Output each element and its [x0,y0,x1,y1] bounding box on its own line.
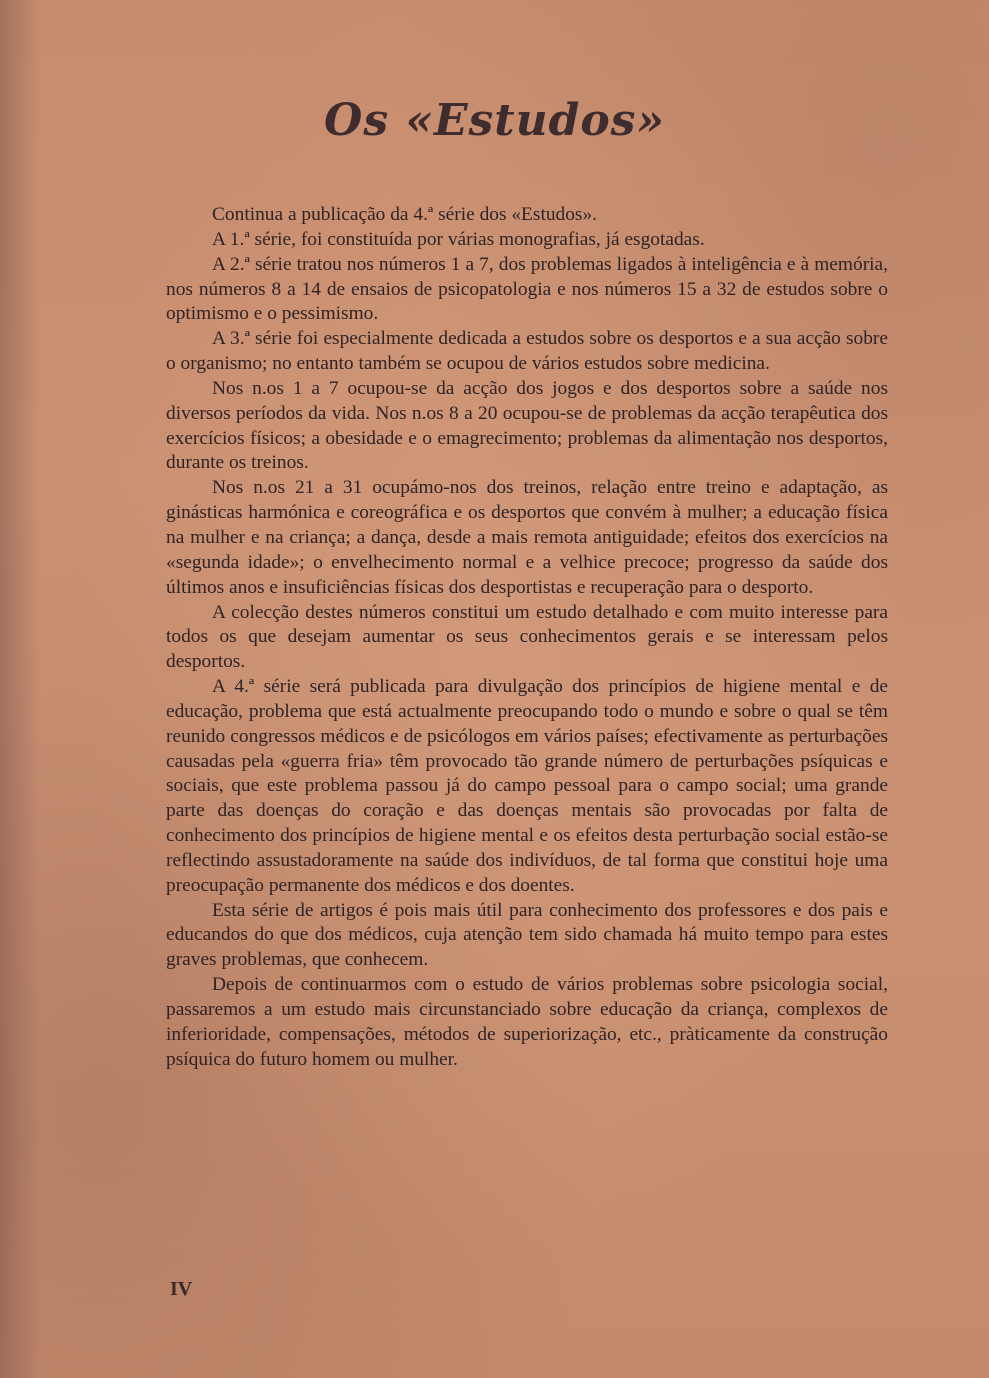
paragraph-4: A 3.ª série foi especialmente dedicada a estudos sobre os desportos e a sua acção sobre o organismo; no entanto também se ocupou de vários estudos sobre medicina. [166,328,888,375]
paragraph-6: Nos n.os 21 a 31 ocupámo-nos dos treinos, relação entre treino e adaptação, as ginásticas harmónica e coreográfica e os desportos que convém à mulher; a educação física na mulher e na criança; a dança, desde a mais remota antiguidade; efeitos dos exercícios na «segunda idade»; o envelhecimento normal e a velhice precoce; progresso da saúde dos últimos anos e insuficiências físicas dos desportistas e recuperação para o desporto. [166,477,888,598]
page-number: IV [170,1278,193,1300]
paragraph-8: A 4.ª série será publicada para divulgação dos princípios de higiene mental e de educação, problema que está actualmente preocupando todo o mundo e sobre o qual se têm reunido congressos médicos e de psicólogos em vários países; efectivamente as perturbações causadas pela «guerra fria» têm provocado tão grande número de perturbações psíquicas e sociais, que este problema passou já do campo pessoal para o campo social; uma grande parte das doenças do coração e das doenças mentais são provocadas por falta de conhecimento dos princípios de higiene mental e os efeitos desta perturbação social estão-se reflectindo assustadoramente na saúde dos indivíduos, de tal forma que constitui hoje uma preocupação permanente dos médicos e dos doentes. [166,676,888,896]
paragraph-9: Esta série de artigos é pois mais útil para conhecimento dos professores e dos pais e educandos do que dos médicos, cuja atenção tem sido chamada há muito tempo para estes graves problemas, que conhecem. [166,899,888,971]
paragraph-1: Continua a publicação da 4.ª série dos «Estudos». [212,204,598,225]
page-title: Os «Estudos» [324,95,665,146]
paragraph-5: Nos n.os 1 a 7 ocupou-se da acção dos jogos e dos desportos sobre a saúde nos diversos períodos da vida. Nos n.os 8 a 20 ocupou-se de problemas da acção terapêutica dos exercícios físicos; a obesidade e o emagrecimento; problemas da alimentação nos desportos, durante os treinos. [166,377,888,474]
paragraph-2: A 1.ª série, foi constituída por várias monografias, já esgotadas. [212,228,705,250]
paragraph-7: A colecção destes números constitui um estudo detalhado e com muito interesse para todos os que desejam aumentar os seus conhecimentos gerais e se interessam pelos desportos. [166,601,888,673]
page-edge-shadow [0,0,40,1378]
paragraph-3: A 2.ª série tratou nos números 1 a 7, dos problemas ligados à inteligência e à memória, nos números 8 a 14 de ensaios de psicopatologia e nos números 15 a 32 de estudos sobre o optimismo e o pessimismo. [166,253,888,325]
paragraph-10: Depois de continuarmos com o estudo de vários problemas sobre psicologia social, passaremos a um estudo mais circunstanciado sobre educação da criança, complexos de inferioridade, compensações, métodos de superiorização, etc., pràticamente da construção psíquica do futuro homem ou mulher. [166,974,888,1070]
body-text [166,203,888,1073]
